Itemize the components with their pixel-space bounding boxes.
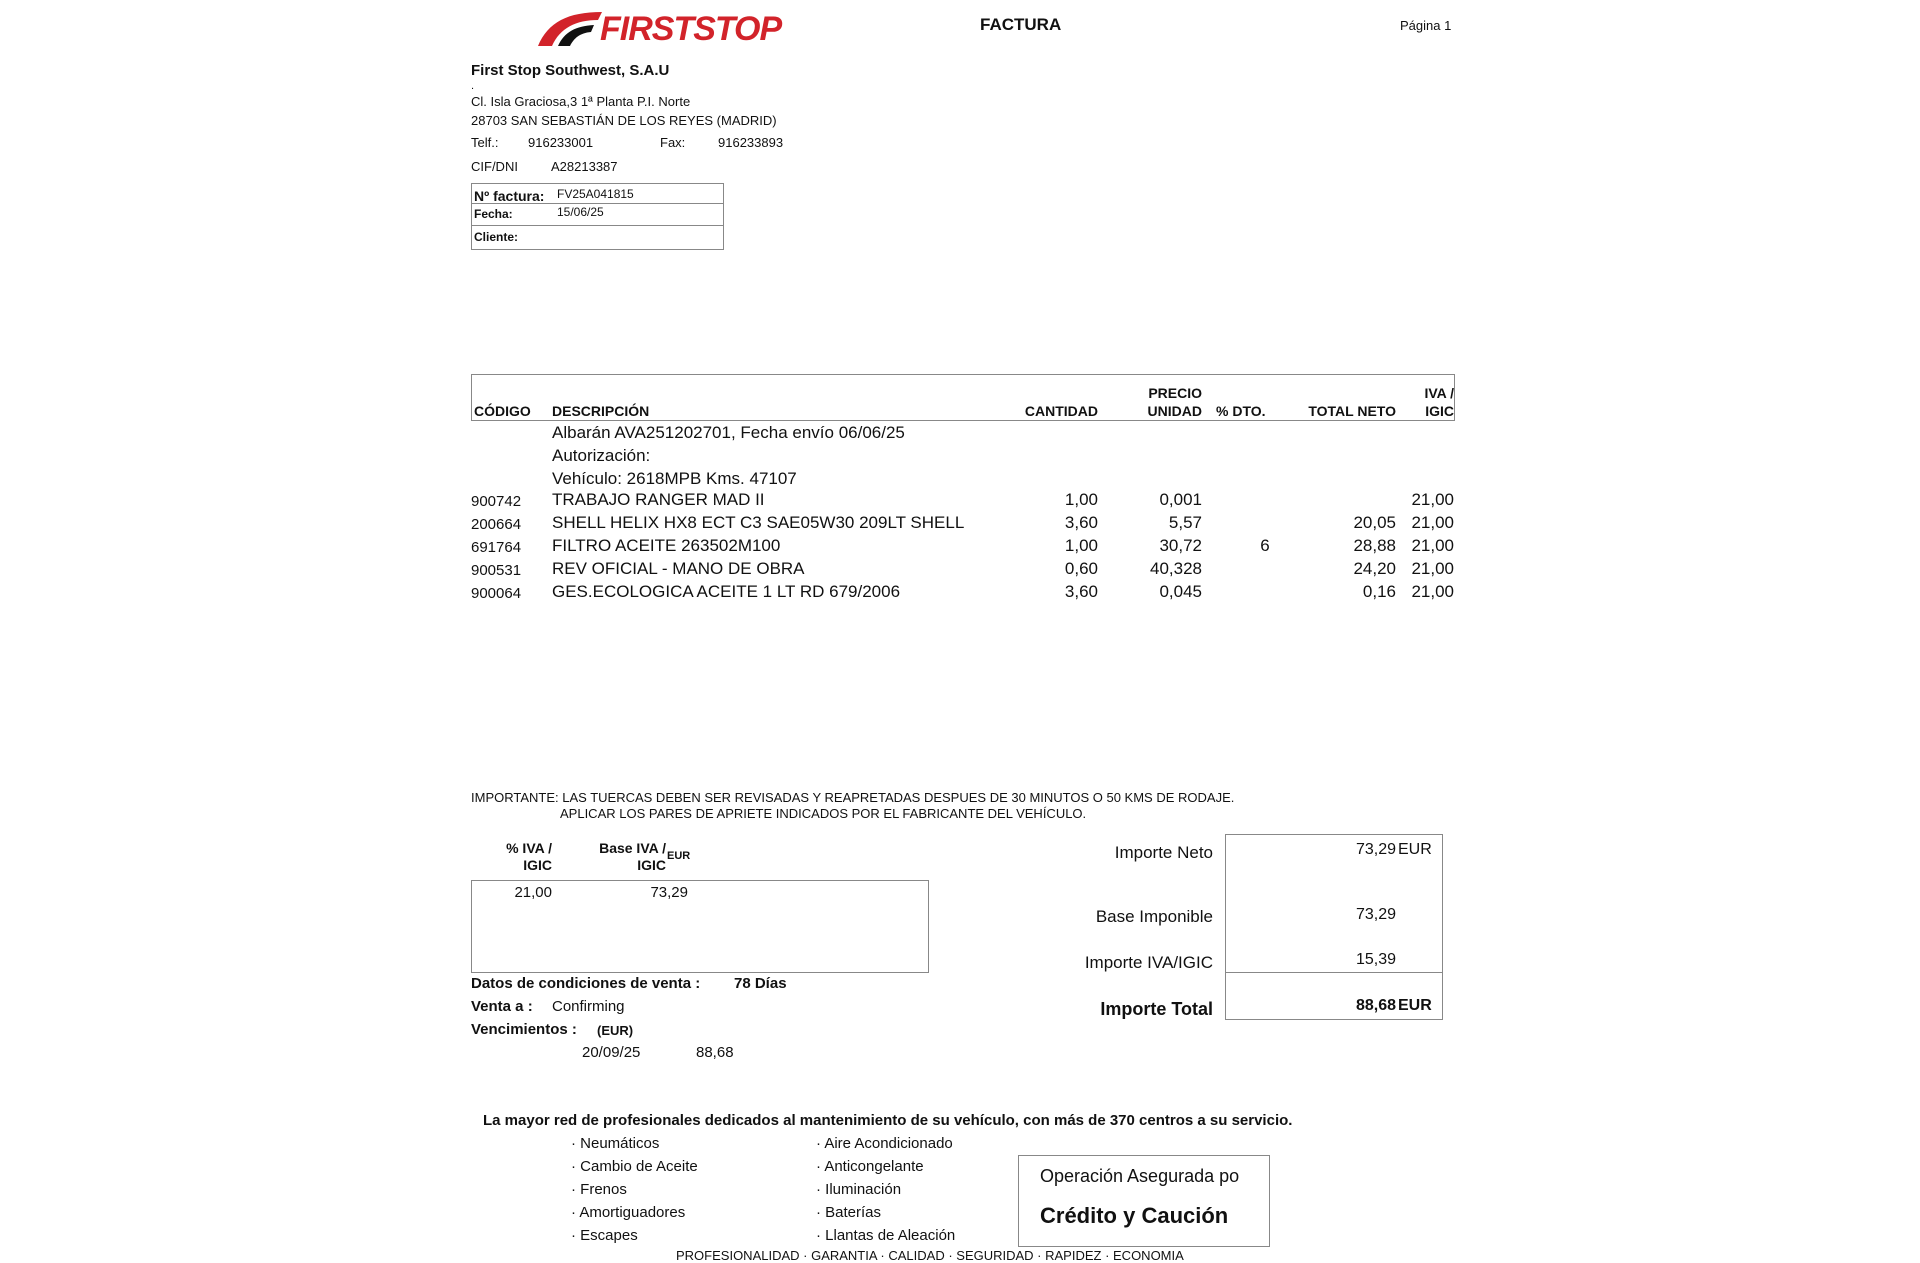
sold-to-label: Venta a : (471, 998, 533, 1015)
logo-text: FIRSTSTOP (600, 10, 782, 48)
insurance-line-2: Crédito y Caución (1040, 1203, 1229, 1228)
row-iva: 21,00 (1411, 513, 1454, 532)
row-qty: 1,00 (1064, 536, 1098, 555)
due-amount: 88,68 (696, 1044, 734, 1061)
tax-base-header-1: Base IVA / (599, 840, 666, 856)
table-row (0, 559, 1920, 581)
row-desc: FILTRO ACEITE 263502M100 (552, 536, 781, 555)
fax-value: 916233893 (718, 135, 784, 150)
note-vehiculo: Vehículo: 2618MPB Kms. 47107 (552, 469, 797, 488)
service-item: · Cambio de Aceite (571, 1158, 698, 1175)
row-code: 200664 (471, 516, 522, 533)
invoice-number-label: Nº factura: (474, 188, 545, 204)
table-row (0, 536, 1920, 558)
tel-value: 916233001 (528, 135, 594, 150)
row-net: 24,20 (1353, 559, 1396, 578)
tax-eur-header: EUR (667, 850, 691, 862)
insurance-line-1: Operación Asegurada po (1040, 1166, 1240, 1186)
footer-values: PROFESIONALIDAD · GARANTIA · CALIDAD · SEGURIDAD · RAPIDEZ · ECONOMIA (676, 1248, 1184, 1263)
sold-to-value: Confirming (552, 998, 625, 1015)
due-dates-currency: (EUR) (597, 1023, 634, 1038)
row-iva: 21,00 (1411, 490, 1454, 509)
base-value: 73,29 (1355, 906, 1396, 923)
row-net: 20,05 (1353, 513, 1396, 532)
row-desc: SHELL HELIX HX8 ECT C3 SAE05W30 209LT SHELL (552, 513, 965, 532)
row-price: 40,328 (1150, 559, 1202, 578)
table-row (0, 582, 1920, 604)
base-label: Base Imponible (1095, 907, 1213, 926)
company-address-2: 28703 SAN SEBASTIÁN DE LOS REYES (MADRID) (471, 113, 777, 128)
due-dates-label: Vencimientos : (471, 1021, 577, 1038)
tax-base-header-2: IGIC (637, 857, 666, 873)
company-address-1: Cl. Isla Graciosa,3 1ª Planta P.I. Norte (471, 94, 691, 109)
row-price: 0,001 (1159, 490, 1202, 509)
col-iva-header-1: IVA / (1424, 385, 1454, 401)
service-item: · Aire Acondicionado (816, 1135, 953, 1152)
row-code: 900531 (471, 562, 522, 579)
invoice-date-label: Fecha: (474, 207, 513, 221)
total-label: Importe Total (1100, 999, 1213, 1019)
row-code: 900742 (471, 493, 522, 510)
page-number: Página 1 (1400, 18, 1452, 33)
net-currency: EUR (1398, 841, 1432, 858)
row-price: 5,57 (1168, 513, 1202, 532)
totals-divider (1225, 972, 1442, 973)
logo-swoosh-icon (534, 6, 604, 48)
col-net-header: TOTAL NETO (1308, 403, 1396, 419)
row-net: 0,16 (1362, 582, 1396, 601)
net-value: 73,29 (1355, 841, 1396, 858)
col-price-header-1: PRECIO (1148, 385, 1202, 401)
invoice-date: 15/06/25 (557, 205, 604, 219)
table-row (0, 513, 1920, 535)
row-desc: REV OFICIAL - MANO DE OBRA (552, 559, 805, 578)
invoice-number: FV25A041815 (557, 187, 634, 201)
tel-label: Telf.: (471, 135, 499, 150)
important-notice-2: APLICAR LOS PARES DE APRIETE INDICADOS POR EL FABRICANTE DEL VEHÍCULO. (560, 806, 1087, 821)
company-dot: . (471, 80, 475, 92)
row-iva: 21,00 (1411, 536, 1454, 555)
service-item: · Amortiguadores (571, 1204, 686, 1221)
document-title: FACTURA (980, 15, 1062, 34)
due-date: 20/09/25 (582, 1044, 641, 1061)
total-currency: EUR (1398, 997, 1432, 1014)
cif-label: CIF/DNI (471, 159, 518, 174)
invoice-box-divider-2 (471, 225, 723, 226)
row-code: 691764 (471, 539, 522, 556)
col-price-header-2: UNIDAD (1147, 403, 1202, 419)
note-autorizacion: Autorización: (552, 446, 651, 465)
tax-base-value: 73,29 (650, 884, 688, 901)
service-item: · Escapes (571, 1227, 638, 1244)
footer-tagline: La mayor red de profesionales dedicados al mantenimiento de su vehículo, con más de 370 centros a su servicio. (483, 1112, 1293, 1129)
row-code: 900064 (471, 585, 522, 602)
iva-value: 15,39 (1355, 951, 1396, 968)
tax-iva-header-1: % IVA / (506, 840, 552, 856)
col-qty-header: CANTIDAD (1024, 403, 1098, 419)
service-item: · Iluminación (816, 1181, 902, 1198)
row-iva: 21,00 (1411, 559, 1454, 578)
service-item: · Baterías (816, 1204, 882, 1221)
service-item: · Anticongelante (816, 1158, 924, 1175)
col-dto-header: % DTO. (1216, 403, 1266, 419)
row-qty: 3,60 (1064, 513, 1098, 532)
row-qty: 3,60 (1064, 582, 1098, 601)
tax-iva-header-2: IGIC (523, 857, 552, 873)
table-row (0, 490, 1920, 512)
row-desc: TRABAJO RANGER MAD II (552, 490, 765, 509)
iva-label: Importe IVA/IGIC (1084, 953, 1213, 972)
service-item: · Neumáticos (571, 1135, 660, 1152)
col-code-header: CÓDIGO (474, 403, 531, 419)
row-qty: 1,00 (1064, 490, 1098, 509)
row-dto: 6 (1260, 536, 1270, 555)
fax-label: Fax: (660, 135, 686, 150)
cif-value: A28213387 (551, 159, 618, 174)
important-notice-1: IMPORTANTE: LAS TUERCAS DEBEN SER REVISADAS Y REAPRETADAS DESPUES DE 30 MINUTOS O 50 KMS DE RODAJE. (471, 790, 1235, 805)
row-price: 0,045 (1159, 582, 1202, 601)
company-name: First Stop Southwest, S.A.U (471, 62, 670, 79)
client-label: Cliente: (474, 230, 519, 244)
row-net: 28,88 (1353, 536, 1396, 555)
tax-iva-value: 21,00 (514, 884, 552, 901)
net-label: Importe Neto (1114, 843, 1213, 862)
note-albaran: Albarán AVA251202701, Fecha envío 06/06/25 (552, 423, 905, 442)
conditions-value: 78 Días (734, 975, 787, 992)
row-desc: GES.ECOLOGICA ACEITE 1 LT RD 679/2006 (552, 582, 901, 601)
row-price: 30,72 (1159, 536, 1202, 555)
row-qty: 0,60 (1064, 559, 1098, 578)
totals-box (1225, 834, 1443, 1020)
row-iva: 21,00 (1411, 582, 1454, 601)
service-item: · Frenos (571, 1181, 627, 1198)
total-value: 88,68 (1355, 997, 1396, 1014)
conditions-label: Datos de condiciones de venta : (471, 975, 701, 992)
col-desc-header: DESCRIPCIÓN (552, 403, 650, 419)
logo (534, 6, 782, 48)
col-iva-header-2: IGIC (1425, 403, 1454, 419)
service-item: · Llantas de Aleación (816, 1227, 956, 1244)
